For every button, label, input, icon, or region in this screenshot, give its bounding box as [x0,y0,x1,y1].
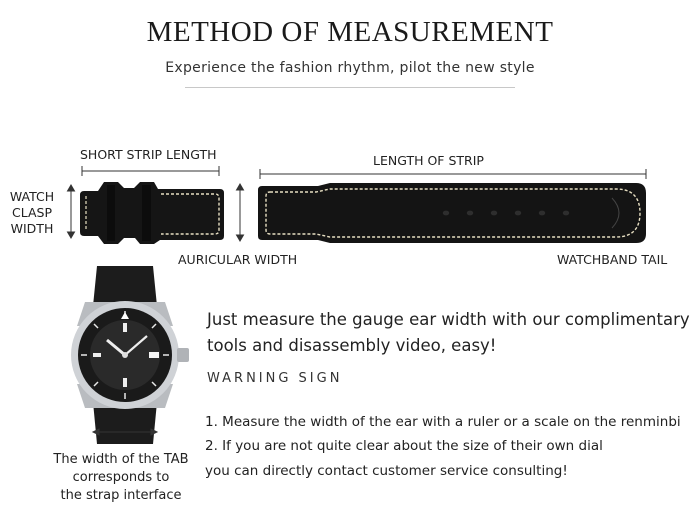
intro-line-1: Just measure the gauge ear width with our complimentary [207,310,690,329]
intro-line-2: tools and disassembly video, easy! [207,336,497,355]
watch-caption-line-1: The width of the TAB [53,452,189,467]
auricular-width-label: AURICULAR WIDTH [178,252,298,267]
short-strip-dimension-line [82,166,219,176]
watch-clasp-width-line-2: CLASP [11,205,52,220]
length-of-strip-dimension-line [260,169,646,179]
watch-caption [48,451,194,505]
length-of-strip-label: LENGTH OF STRIP [373,153,484,168]
watch-clasp-width-line-3: WIDTH [10,221,54,236]
watch-caption-line-3: the strap interface [60,488,182,503]
short-strip-length-label: SHORT STRIP LENGTH [80,147,217,162]
auricular-width-dimension-line [237,184,244,241]
instruction-item-2: 2. If you are not quite clear about the size of their own dial [205,438,603,454]
watchband-tail-label: WATCHBAND TAIL [557,252,668,267]
watch-caption-line-2: corresponds to [72,470,170,485]
upper-strap [93,266,157,306]
watch-clasp-width-line-1: WATCH [9,189,55,204]
short-strap [80,182,224,244]
warning-heading: WARNING SIGN [207,371,343,386]
crown [177,348,189,362]
watch-illustration [55,266,195,448]
instruction-item-1: 1. Measure the width of the ear with a ruler or a scale on the renminbi [205,414,681,430]
long-strap [258,183,646,243]
page-subtitle: Experience the fashion rhythm, pilot the new style [165,60,535,76]
clasp-width-dimension-line [68,185,75,238]
page-title: METHOD OF MEASUREMENT [146,16,554,48]
instruction-item-3: you can directly contact customer service consulting! [205,463,568,479]
